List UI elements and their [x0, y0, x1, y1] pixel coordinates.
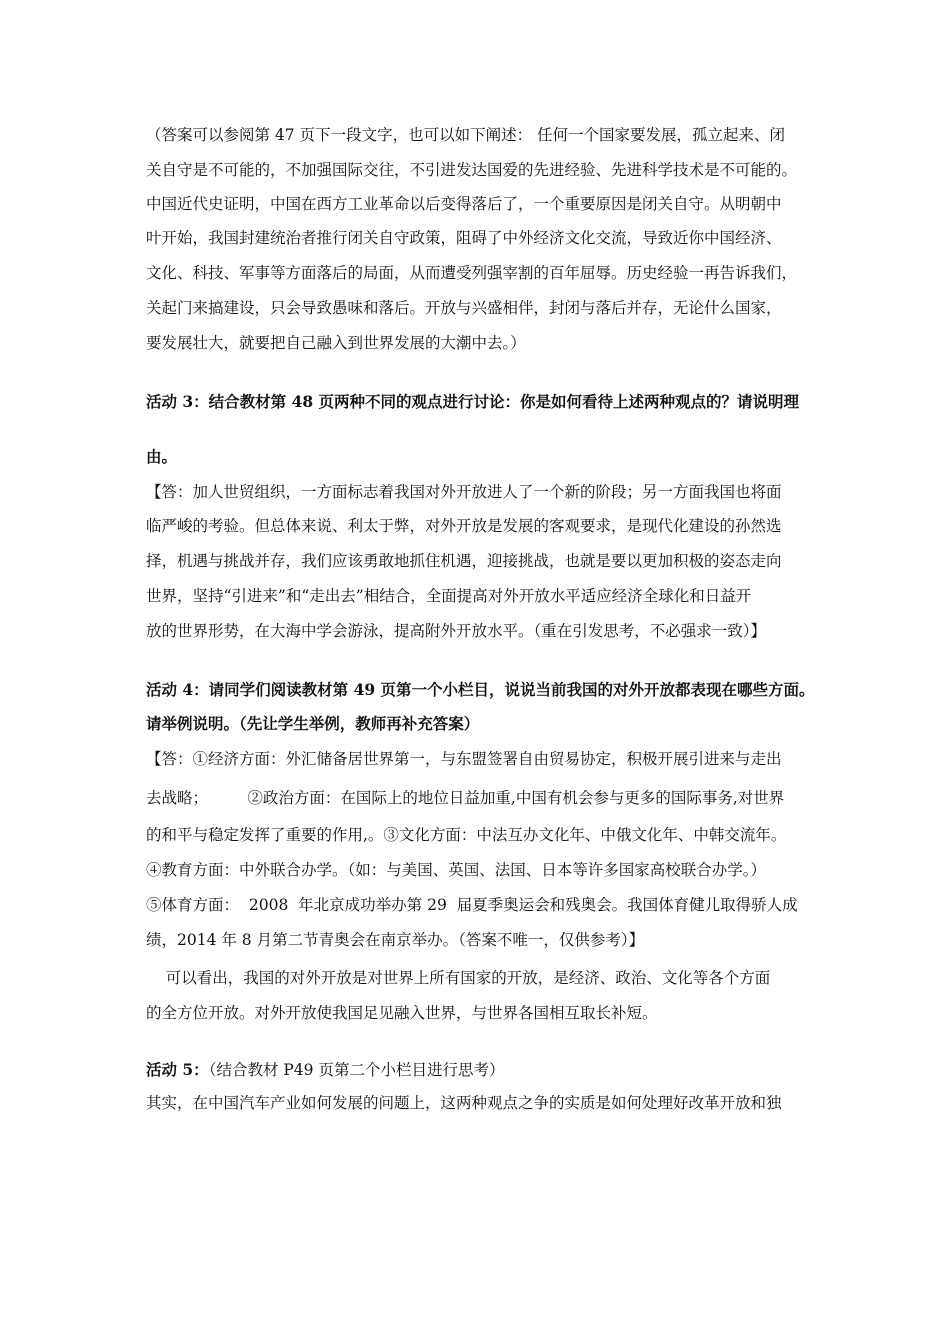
activity5-note: （结合教材 P49 页第二个小栏目进行思考）: [208, 1061, 505, 1079]
answer4-line-3: 的和平与稳定发挥了重要的作用,。③文化方面：中法互办文化年、中俄文化年、中韩交流年。: [146, 826, 787, 844]
activity5-heading: [146, 1060, 846, 1080]
activity4-line-1: 活动 4：请同学们阅读教材第 49 页第一个小栏目，说说当前我国的对外开放都表现在哪些方面。: [146, 680, 815, 699]
answer3-line-2: 临严峻的考验。但总体来说、利太于弊，对外开放是发展的客观要求，是现代化建设的孙然选: [146, 517, 782, 535]
para1-line-6: 关起门来搞建设，只会导致愚味和落后。开放与兴盛相伴，封闭与落后并存，无论什么国家，: [146, 299, 782, 317]
activity5-label: 活动 5：: [146, 1060, 209, 1079]
answer4-line-5: ⑤体育方面： 2008 年北京成功举办第 29 届夏季奥运会和残奥会。我国体育健儿取得骄人成: [146, 896, 798, 914]
para1-line-7: 要发展壮大，就要把自己融入到世界发展的大潮中去。）: [146, 334, 526, 352]
para1-line-3: 中国近代史证明，中国在西方工业革命以后变得落后了，一个重要原因是闭关自守。从明朝中: [146, 195, 782, 213]
para1-line-4: 叶开始，我国封建统治者推行闭关自守政策，阻碍了中外经济文化交流，导致近你中国经济、: [146, 229, 782, 247]
summary-line-2: 的全方位开放。对外开放使我国足见融入世界，与世界各国相互取长补短。: [146, 1004, 658, 1022]
answer4-line-4: ④教育方面：中外联合办学。（如：与美国、英国、法国、日本等许多国家高校联合办学。）: [146, 861, 767, 879]
activity4-line-2: 请举例说明。（先让学生举例，教师再补充答案）: [146, 714, 480, 733]
answer4-line-1: 【答：①经济方面：外汇储备居世界第一，与东盟签署自由贸易协定，积极开展引进来与走出: [146, 750, 782, 768]
answer3-line-1: 【答：加人世贸组织，一方面标志着我国对外开放进人了一个新的阶段；另一方面我国也将面: [146, 483, 782, 501]
para1-line-5: 文化、科技、军事等方面落后的局面，从而遭受列强宰割的百年屈辱。历史经验一再告诉我们，: [146, 264, 798, 282]
para1-line-2: 关自守是不可能的，不加强国际交往，不引进发达国爱的先进经验、先进科学技术是不可能的。: [146, 161, 798, 179]
para1-line-1: （答案可以参阅第 47 页下一段文字，也可以如下阐述： 任何一个国家要发展，孤立起来、闭: [146, 126, 786, 144]
final-line: 其实，在中国汽车产业如何发展的问题上，这两种观点之争的实质是如何处理好改革开放和独: [146, 1094, 782, 1112]
summary-line-1: 可以看出，我国的对外开放是对世界上所有国家的开放，是经济、政治、文化等各个方面: [146, 969, 771, 987]
activity3-line-2: 由。: [146, 447, 178, 466]
answer3-line-4: 世界，坚持“引进来”和“走出去”相结合，全面提高对外开放水平适应经济全球化和日益开: [146, 587, 752, 605]
answer3-line-5: 放的世界形势，在大海中学会游泳，提高附外开放水平。（重在引发思考，不必强求一致）】: [146, 622, 767, 640]
answer4-line-6: 绩，2014 年 8 月第二节青奥会在南京举办。（答案不唯一，仅供参考）】: [146, 931, 645, 949]
answer3-line-3: 择，机遇与挑战并存，我们应该勇敢地抓住机遇，迎接挑战，也就是要以更加积极的姿态走向: [146, 552, 782, 570]
activity3-line-1: 活动 3：结合教材第 48 页两种不同的观点进行讨论：你是如何看待上述两种观点的？请说明理: [146, 392, 800, 411]
answer4-line-2: 去战略； ②政治方面：在国际上的地位日益加重,中国有机会参与更多的国际事务,对世界: [146, 789, 785, 807]
